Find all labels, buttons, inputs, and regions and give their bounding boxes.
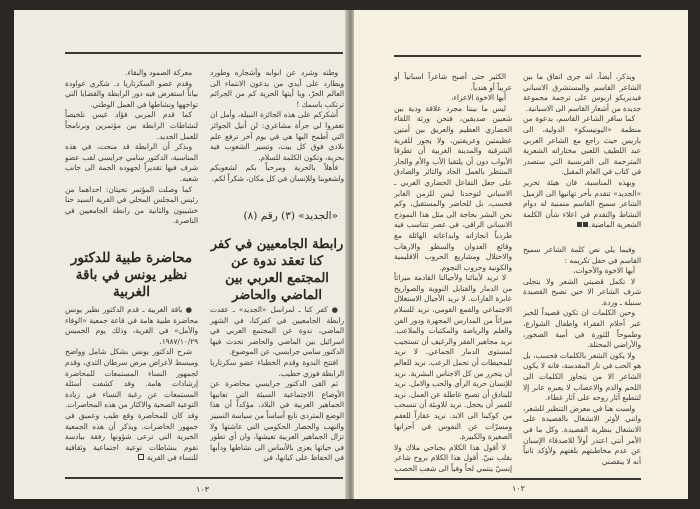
left-page-left-column-body	[65, 305, 198, 465]
bottom-rule	[65, 477, 343, 479]
paragraph: أيها الاخوة الاعزاء،	[451, 93, 506, 103]
paragraph-text: وبهذه المناسبة، فان هيئة تحرير «الجديد» تتقدم بأحر تهانيها الى الزميل الشاعر سميح القاسم متمنية له دوام النشاط والتقدم في اعلاء شأن الكلمة الشعرية الماضية.	[523, 177, 641, 230]
paragraph: الكثير حتى أصبح شاعراً اسبانياً أو عربياً أو هندياً.	[394, 72, 512, 92]
bottom-rule	[394, 478, 641, 480]
paragraph	[523, 178, 641, 231]
left-page	[14, 10, 347, 499]
page-number: ١٠٢	[512, 484, 525, 493]
left-page-right-column-body	[210, 305, 344, 483]
paragraph: ويذكر، أيضاً، انه جرى اتفاق ما بين الشاعر القاسم والمستشرق الاسباني فيديريكو اربوس على ترجمة مجموعة جديدة من أشعار القاسم الى الاسبانية.	[523, 72, 641, 113]
paragraph: كما قدم المربي فؤاد غيس تلخيصاً لنشاطات الرابطة بين مؤتمرين وبرنامجاً للعمل الجديد.	[65, 110, 198, 141]
paragraph: ● باقة الغربية ـ قدم الدكتور نظير يونس محاضرة طبية هامة في قاعة جمعية «الوفاء والأمل» في القرية، وذلك يوم الخميس ١٩٨٧/١٠/٢٩.	[65, 305, 198, 346]
page-number: ١٠٣	[196, 485, 209, 494]
paragraph: ثم القى الدكتور جرايسي محاضرة عن الأوضاع الاجتماعية السيئة التي تعانيها الجماهير العربية في البلاد، مؤكداً أن هذا الوضع المتردي نابع أساساً من سياسة التمييز والنهب والحصار الحكومي التي عاشتها ولا تزال الجماهير العربية تعيشها، وان أي تطور في حياتها يعزى بالأساس الى نشاطها ودأبها في الحفاظ على كيانها، في	[210, 379, 344, 463]
paragraph: ● كفر كنا ـ لمراسل «الجديد» ـ عقدت رابطة الجامعيين في كفركنا، في الشهر الماضي، ندوة عن المجتمع العربي في اسرائيل بين الماضي والحاضر تحدث فيها الدكتور سامي جرايسي، عن الموضوع.	[210, 305, 344, 357]
top-rule	[65, 52, 343, 54]
paragraph: ولا يكون الشعر بالكلمات فحسب، بل هو الحب في نار المقدسة، فانه لا يكون الشاعر الا من يتجاوز الكلمات الى اللحم والدم والاعصاب لا يعبره عابر إلا لتنطبع آثار روحه على آثار غطاء.	[523, 350, 641, 403]
top-rule	[394, 55, 641, 57]
paragraph: وفيما يلي نص كلمة الشاعر سميح القاسم في حفل تكريمه :	[523, 244, 641, 265]
paragraph: لا تكمل قضيتي الشعر ولا يتجلى شرف الشاعر الا حين تصبح القصيدة سنبلة ـ وردة.	[523, 276, 641, 307]
paragraph: لا أقول هذا الكلام بجناحي ملاك ولا بقلب نبيّ. أقول هذا الكلام بروح شاعر إنسيّ ينتمي لحاً وفياً الى شعب الخصب	[394, 442, 512, 473]
paragraph: أشكركم على هذه الجائزة النبيلة، وأمل ان تغفروا لي جرأة مشاعري: لن أنيل الجوائز التي أطمح اليها هي في يوم آخر ترفع علم بلادي فوق كل بيت، وتسير الشعوب فيه بحرية، وتكون الكلمة للسلام.	[210, 110, 344, 162]
left-page-left-column-top	[65, 68, 198, 230]
paragraph: افتتح الندوة وقدم الخطباء عضو سكرتاريا الرابطة فوزي خطيب.	[210, 357, 344, 378]
end-mark-icon	[583, 222, 588, 227]
paragraph: ليس ما بيننا مجرد علاقة ودية بين شعبين صديقين، فنحن ورثة اللقاء الحضاري العظيم والعريق بين أمتين عظيمتين وعريقتين، ولا يجوز للقرية الشرقية والمدينة الغربية أن تطرقا الأبواب دون أن يلتقيا الأب والأم والجار المنتظر بالعمل الجاد والثائر والصادق على جعل التفاعل الحضاري العربي ـ الاسباني لتوحدنا ليس للزمن الغابر فحسب، بل للحاضر والمستقبل، وكم نحن البشر بحاجة الى مثل هذا النموذج الانساني الراقي، في عصر تتناسب فيه طردياً انجازاته وابداعاته الهائلة مع وقائع العدوان والسطو والارهاب والاحتلال ومشاريع الحروب الاقليمية والكونية وحروب النجوم.	[394, 103, 512, 272]
paragraph: كما سافر الشاعر القاسم، بدعوة من منظمة «اليونيسكو» الدولية، الى باريس حيث راجع مع الشاعر العربي عبد اللطيف اللعبي مختاراته الشعرية المترجمة الى الفرنسية التي ستصدر في كتاب في العام المقبل.	[523, 114, 641, 177]
paragraph	[65, 347, 198, 464]
right-page	[354, 10, 688, 499]
left-page-right-column-top	[210, 68, 344, 208]
right-page-right-column	[523, 72, 641, 475]
paragraph: وبذكر أن الرابطة قد منحت، في هذه المناسبة، الدكتور سامي جرايسي لقب عضو شرف فيها تقديراً لجهوده الجمة الى جانب شعبه.	[65, 142, 198, 183]
paragraph: لا تريد لأبنائنا ولأجيالنا القادمة ميراثاً من الدمار والقنابل النووية والصواريخ عابرة القارات. لا نريد الأجيال الاستغلال الاجتماعي والقمع القومي. نريد للسلام ميراثاً من المدارس المجهزة ودور الفن والعلم والرياضة والمكتبات والملاعب. نريد مجاهير الفقر والرغيف أن تستجيب لمستوى الدمار الجماعي. لا نريد للمحيطات أن تحمل الرعب. نريد للعالم أن يتحرر من كل الاجناس البشرية. نريد للإنسان حرية الرأي والحب والامل. نريد للبنادق أن تصبح عاطلة عن العمل. نريد للقمر أن يخجل. نريد للاوبئة أن تنسحب من كوكبنا الى الابد. نريد عقاراً للعقم ومسرّات عن النفوس في أحزانها الصغيرة والكبيرة.	[394, 273, 512, 442]
paragraph: وحين الكلمات ان تكون قصيداً للخبز عبر أحلام الفقراء واطفال الشوارع، وطموحاً للثورة في أمية الصخور، والأراضي المحتلة.	[523, 308, 641, 350]
right-page-left-column	[394, 72, 512, 475]
paragraph: فأهلاً بالحرية ومرحباً بكم لشعوبكم ولشعوبنا وللإنسان في كل مكان، شكراً لكم.	[210, 163, 344, 183]
paragraph-text: شرح الدكتور يونس بشكل شامل وواضح ومبسط لأعراض مرض سرطان الثدي، وقدم لجمهور النساء المستمعات للمحاضرة إرشادات هامة. وقد كشفت أسئلة المستمعات عن رغبة النساء في زيادة التوعية الصحية والاكثار من هذه المحاضرات. وقد كان للمحاضرة وقع طيب وعميق في جمهور الحاضرات. ويذكر أن هذه الجمعية الخيرية التي ترعى شؤونها رفقة بيادسة تقوم بنشاطات توعية اجتماعية وثقافية للنساء في القرية	[65, 347, 198, 463]
paragraph: أيها الاخوة والأخوات،	[573, 266, 635, 276]
paragraph: وطنه وشرد عن ابوابه وأشجاره وطورد ويطارد على أيدي من يدعون الانتماء الى العالم الحرّ، ويا أيتها الحرية كم من الجرائم ترتكب باسمك !	[210, 68, 344, 109]
paragraph: كما وصلت المؤتمر تحيتان: احداهما من رئيس المجلس المحلي في القرية السيد حنا خشيبون والثانية من رابطة الجامعيين في الناصرة.	[65, 184, 198, 226]
paragraph: معركة الصمود والبقاء.	[125, 68, 192, 77]
end-mark-icon	[577, 222, 582, 227]
article-headline: محاضرة طبية للدكتور نظير يونس في باقة الغربية	[70, 250, 193, 300]
article-headline: رابطة الجامعيين في كفر كنا تعقد ندوة عن المجتمع العربي بين الماضي والحاضر	[210, 237, 344, 303]
end-mark-icon	[138, 454, 144, 460]
article-kicker: «الجديد» (٣) رقم (٨)	[243, 210, 338, 222]
paragraph: ولست هنا في معرض التنظير للشعر، وانني لأوثر الانشغال بالقصيدة على الانشغال بنظرية القصيدة. وكل ما في الأمر أنني اعتذر أولاً للاصدقاء الإسبان عن عدم مخاطبتهم بلغتهم ولأؤكد ثانياً أنه لا ينقصني	[523, 403, 641, 466]
paragraph: وقدم عضو السكرتاريا د. شكري عواودة بياناً استعرض فيه دور الرابطة والقضايا التي تواجهها ونشاطها في العمل الوطني.	[65, 78, 198, 109]
